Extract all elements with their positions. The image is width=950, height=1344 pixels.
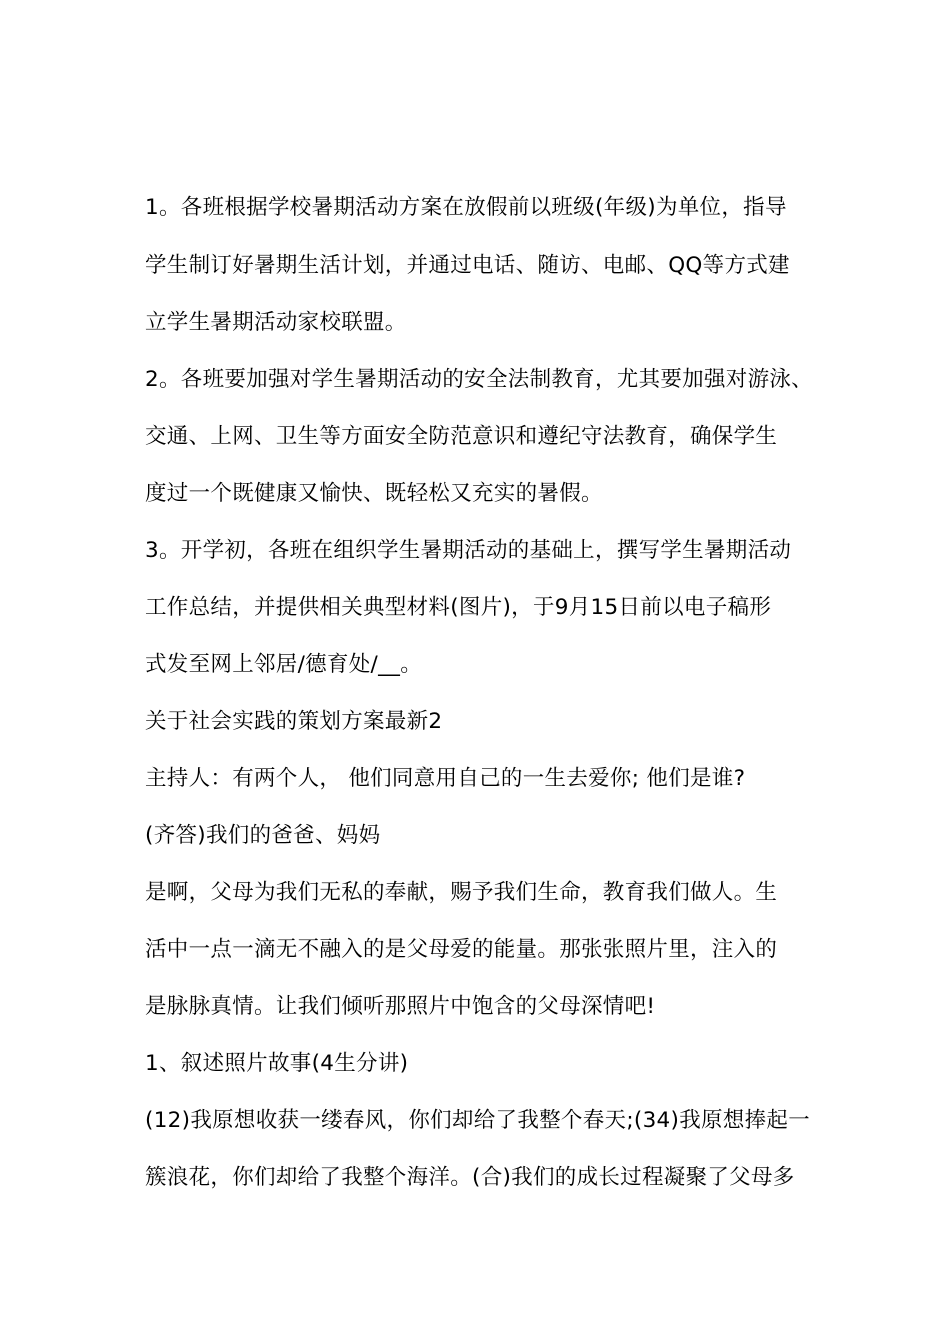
text-line: (12)我原想收获一缕春风，你们却给了我整个春天;(34)我原想捧起一 [145,1108,811,1133]
text-line: 度过一个既健康又愉快、既轻松又充实的暑假。 [145,481,603,506]
text-line: 工作总结，并提供相关典型材料(图片)，于9月15日前以电子稿形 [145,595,772,620]
text-line: 是啊，父母为我们无私的奉献，赐予我们生命，教育我们做人。生 [145,880,778,905]
text-line: 交通、上网、卫生等方面安全防范意识和遵纪守法教育，确保学生 [145,424,778,449]
text-line: 活中一点一滴无不融入的是父母爱的能量。那张张照片里，注入的 [145,937,778,962]
text-line: 式发至网上邻居/德育处/__。 [145,652,422,677]
text-line: 2。各班要加强对学生暑期活动的安全法制教育，尤其要加强对游泳、 [145,367,813,392]
text-line: 立学生暑期活动家校联盟。 [145,310,407,335]
text-line: 学生制订好暑期生活计划，并通过电话、随访、电邮、QQ等方式建 [145,253,790,278]
text-line: 是脉脉真情。让我们倾听那照片中饱含的父母深情吧! [145,994,656,1019]
text-line: 簇浪花，你们却给了我整个海洋。(合)我们的成长过程凝聚了父母多 [145,1165,795,1190]
text-line: 1。各班根据学校暑期活动方案在放假前以班级(年级)为单位，指导 [145,195,787,220]
text-line: 1、叙述照片故事(4生分讲) [145,1051,409,1076]
section-heading: 关于社会实践的策划方案最新2 [145,709,443,734]
text-line: 主持人：有两个人， 他们同意用自己的一生去爱你; 他们是谁? [145,766,746,791]
text-line: (齐答)我们的爸爸、妈妈 [145,823,381,848]
text-line: 3。开学初，各班在组织学生暑期活动的基础上，撰写学生暑期活动 [145,538,792,563]
